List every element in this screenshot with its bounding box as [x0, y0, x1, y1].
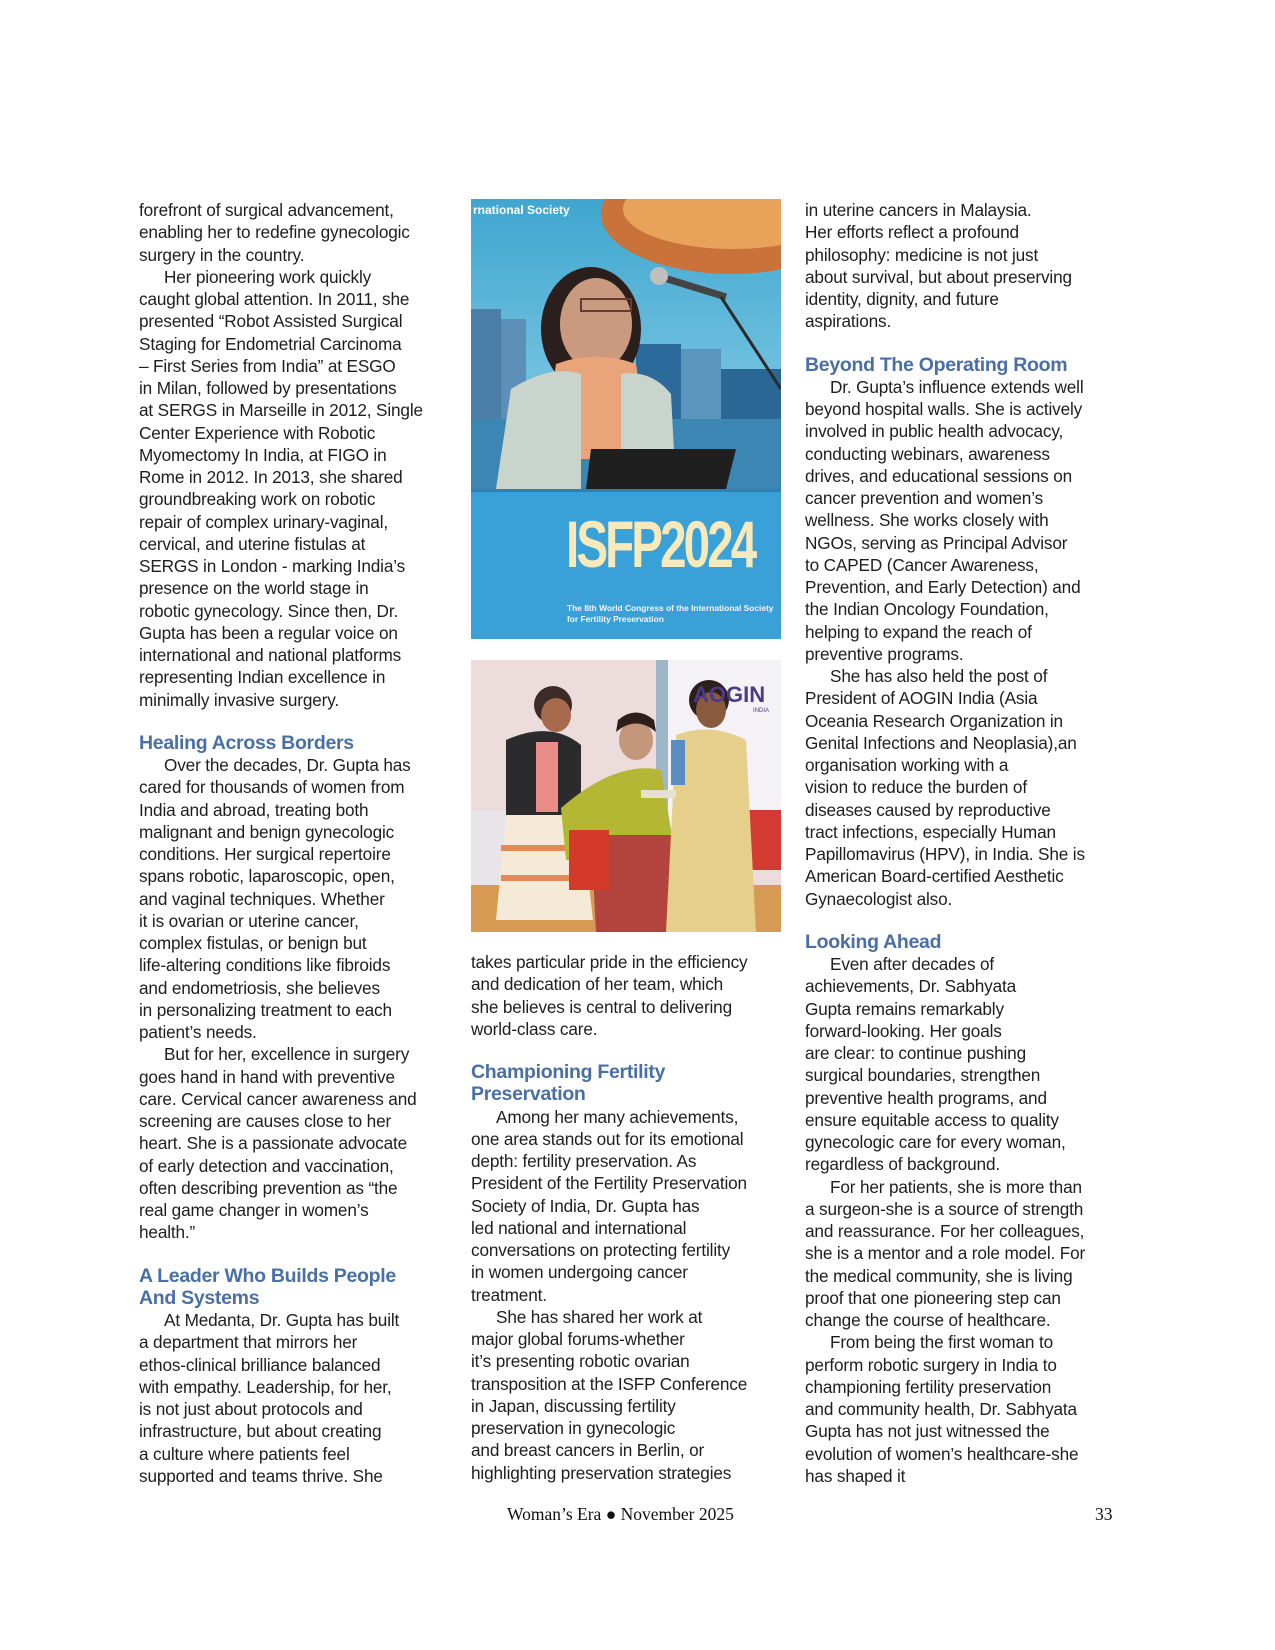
text-line: representing Indian excellence in: [139, 667, 386, 688]
middle-column: [471, 951, 783, 1484]
text-line: cared for thousands of women from: [139, 777, 405, 798]
text-line: American Board-certified Aesthetic: [805, 866, 1064, 887]
text-line: heart. She is a passionate advocate: [139, 1133, 408, 1154]
text-line: in personalizing treatment to each: [139, 999, 392, 1020]
section-heading: [471, 1061, 783, 1106]
text-line: Gupta has been a regular voice on: [139, 622, 398, 643]
paragraph: [805, 221, 1117, 332]
text-line: treatment.: [471, 1284, 547, 1305]
text-line: patient’s needs.: [139, 1022, 257, 1043]
text-line: is not just about protocols and: [139, 1399, 363, 1420]
text-line: conditions. Her surgical repertoire: [139, 844, 391, 865]
text-line: change the course of healthcare.: [805, 1310, 1051, 1331]
text-line: Over the decades, Dr. Gupta has: [164, 755, 411, 776]
paragraph: [471, 951, 783, 1040]
text-line: screening are causes close to her: [139, 1111, 392, 1132]
text-line: Dr. Gupta’s influence extends well: [830, 376, 1084, 397]
text-line: takes particular pride in the efficiency: [471, 952, 748, 972]
right-column: [805, 199, 1117, 1487]
text-line: perform robotic surgery in India to: [805, 1354, 1057, 1375]
text-line: Gupta remains remarkably: [805, 998, 1004, 1019]
text-line: tract infections, especially Human: [805, 821, 1056, 842]
text-line: and endometriosis, she believes: [139, 977, 380, 998]
text-line: groundbreaking work on robotic: [139, 489, 376, 510]
paragraph: [471, 1306, 783, 1484]
text-line: She has also held the post of: [830, 666, 1048, 687]
text-line: preventive programs.: [805, 643, 964, 664]
text-line: But for her, excellence in surgery: [164, 1044, 410, 1065]
text-line: of early detection and vaccination,: [139, 1155, 394, 1176]
text-line: goes hand in hand with preventive: [139, 1066, 395, 1087]
text-line: ethos-clinical brilliance balanced: [139, 1354, 381, 1375]
paragraph: [139, 1309, 449, 1487]
text-line: surgical boundaries, strengthen: [805, 1065, 1041, 1086]
text-line: ensure equitable access to quality: [805, 1109, 1059, 1130]
section-heading: Healing Across Borders: [139, 731, 354, 754]
text-line: beyond hospital walls. She is actively: [805, 399, 1083, 420]
text-line: a surgeon-she is a source of strength: [805, 1198, 1084, 1219]
text-line: she is a mentor and a role model. For: [805, 1243, 1086, 1264]
text-line: supported and teams thrive. She: [139, 1465, 383, 1486]
text-line: achievements, Dr. Sabhyata: [805, 976, 1017, 997]
text-line: surgery in the country.: [139, 244, 305, 265]
text-line: preservation in gynecologic: [471, 1418, 676, 1439]
text-line: Myomectomy In India, at FIGO in: [139, 444, 387, 465]
text-line: presence on the world stage in: [139, 578, 369, 599]
text-line: identity, dignity, and future: [805, 289, 999, 309]
text-line: Her pioneering work quickly: [164, 266, 372, 287]
left-column: [139, 199, 449, 1487]
text-line: For her patients, she is more than: [830, 1176, 1082, 1197]
banner-text: rnational Society: [473, 203, 570, 217]
text-line: transposition at the ISFP Conference: [471, 1373, 748, 1394]
text-line: Among her many achievements,: [496, 1106, 739, 1127]
heading-line: Preservation: [471, 1083, 586, 1106]
photo-speaker-at-podium: [471, 199, 781, 639]
text-line: Society of India, Dr. Gupta has: [471, 1195, 700, 1216]
paragraph: [805, 199, 1117, 221]
text-line: in Japan, discussing fertility: [471, 1395, 676, 1416]
text-line: the medical community, she is living: [805, 1265, 1073, 1286]
paragraph: [805, 1331, 1117, 1487]
text-line: – First Series from India” at ESGO: [139, 355, 396, 376]
text-line: repair of complex urinary-vaginal,: [139, 511, 389, 532]
text-line: minimally invasive surgery.: [139, 689, 340, 710]
text-line: helping to expand the reach of: [805, 621, 1032, 642]
text-line: life-altering conditions like fibroids: [139, 955, 391, 976]
text-line: caught global attention. In 2011, she: [139, 289, 410, 309]
paragraph: [139, 1043, 449, 1243]
text-line: depth: fertility preservation. As: [471, 1151, 697, 1172]
page-number: 33: [1095, 1504, 1113, 1524]
text-line: to CAPED (Cancer Awareness,: [805, 554, 1039, 575]
section-heading: Beyond The Operating Room: [805, 353, 1068, 376]
text-line: regardless of background.: [805, 1154, 1000, 1175]
text-line: From being the first woman to: [830, 1332, 1053, 1353]
paragraph: [139, 199, 449, 266]
text-line: and breast cancers in Berlin, or: [471, 1440, 705, 1461]
text-line: enabling her to redefine gynecologic: [139, 222, 410, 243]
text-line: in uterine cancers in Malaysia.: [805, 200, 1032, 220]
text-line: it is ovarian or uterine cancer,: [139, 910, 359, 931]
text-line: has shaped it: [805, 1465, 906, 1486]
text-line: complex fistulas, or benign but: [139, 933, 367, 954]
text-line: one area stands out for its emotional: [471, 1128, 744, 1149]
text-line: a culture where patients feel: [139, 1443, 350, 1464]
text-line: infrastructure, but about creating: [139, 1421, 382, 1442]
stage-subtitle-line: for Fertility Preservation: [567, 614, 664, 624]
text-line: conversations on protecting fertility: [471, 1240, 731, 1261]
text-line: are clear: to continue pushing: [805, 1043, 1026, 1064]
text-line: highlighting preservation strategies: [471, 1462, 732, 1483]
paragraph: [471, 1106, 783, 1306]
text-line: she believes is central to delivering: [471, 996, 732, 1017]
text-line: cervical, and uterine fistulas at: [139, 533, 366, 554]
text-line: vision to reduce the burden of: [805, 777, 1027, 798]
paragraph: [139, 266, 449, 711]
text-line: preventive health programs, and: [805, 1087, 1047, 1108]
text-line: with empathy. Leadership, for her,: [139, 1376, 392, 1397]
stage-subtitle-line: The 8th World Congress of the International Society: [567, 603, 774, 613]
text-line: organisation working with a: [805, 755, 1009, 776]
text-line: cancer prevention and women’s: [805, 488, 1044, 509]
paragraph: [805, 1176, 1117, 1332]
text-line: care. Cervical cancer awareness and: [139, 1088, 417, 1109]
photo-award-ceremony: [471, 660, 781, 932]
text-line: about survival, but about preserving: [805, 266, 1072, 287]
text-line: conducting webinars, awareness: [805, 443, 1050, 464]
text-line: a department that mirrors her: [139, 1332, 358, 1353]
text-line: At Medanta, Dr. Gupta has built: [164, 1310, 400, 1331]
stage-title: ISFP2024: [566, 507, 755, 581]
text-line: presented “Robot Assisted Surgical: [139, 311, 403, 332]
text-line: Her efforts reflect a profound: [805, 222, 1019, 243]
text-line: aspirations.: [805, 311, 892, 332]
paragraph: [139, 754, 449, 1043]
text-line: Center Experience with Robotic: [139, 422, 376, 443]
text-line: Papillomavirus (HPV), in India. She is: [805, 844, 1085, 865]
text-line: Gynaecologist also.: [805, 888, 953, 909]
text-line: wellness. She works closely with: [805, 510, 1049, 531]
text-line: Gupta has not just witnessed the: [805, 1421, 1050, 1442]
paragraph: [805, 665, 1117, 910]
text-line: forward-looking. Her goals: [805, 1020, 1002, 1041]
aogin-logo-subtext: INDIA: [753, 708, 770, 714]
text-line: Rome in 2012. In 2013, she shared: [139, 467, 403, 487]
section-heading: Looking Ahead: [805, 930, 942, 953]
text-line: major global forums-whether: [471, 1329, 685, 1350]
paragraph: [805, 376, 1117, 665]
text-line: often describing prevention as “the: [139, 1177, 398, 1198]
text-line: President of AOGIN India (Asia: [805, 688, 1038, 709]
text-line: Oceania Research Organization in: [805, 710, 1063, 731]
text-line: health.”: [139, 1222, 196, 1243]
text-line: NGOs, serving as Principal Advisor: [805, 532, 1068, 553]
text-line: at SERGS in Marseille in 2012, Single: [139, 400, 423, 421]
text-line: Prevention, and Early Detection) and: [805, 577, 1081, 598]
text-line: gynecologic care for every woman,: [805, 1132, 1066, 1153]
text-line: led national and international: [471, 1217, 687, 1238]
text-line: spans robotic, laparoscopic, open,: [139, 866, 395, 887]
heading-line: A Leader Who Builds People: [139, 1264, 396, 1287]
text-line: forefront of surgical advancement,: [139, 200, 394, 220]
text-line: in Milan, followed by presentations: [139, 378, 397, 398]
text-line: international and national platforms: [139, 645, 402, 665]
text-line: and reassurance. For her colleagues,: [805, 1221, 1085, 1242]
section-heading: [139, 1265, 449, 1310]
text-line: and vaginal techniques. Whether: [139, 888, 385, 909]
aogin-logo: AOGIN: [693, 682, 766, 707]
heading-line: And Systems: [139, 1286, 260, 1309]
heading-line: Championing Fertility: [471, 1061, 666, 1083]
text-line: it’s presenting robotic ovarian: [471, 1351, 690, 1372]
text-line: involved in public health advocacy,: [805, 421, 1064, 442]
text-line: in women undergoing cancer: [471, 1262, 688, 1283]
text-line: India and abroad, treating both: [139, 799, 369, 820]
text-line: championing fertility preservation: [805, 1376, 1052, 1397]
text-line: and community health, Dr. Sabhyata: [805, 1399, 1077, 1420]
text-line: evolution of women’s healthcare-she: [805, 1443, 1079, 1464]
text-line: and dedication of her team, which: [471, 974, 724, 995]
text-line: real game changer in women’s: [139, 1200, 369, 1221]
text-line: diseases caused by reproductive: [805, 799, 1051, 820]
paragraph: [805, 953, 1117, 1176]
text-line: SERGS in London - marking India’s: [139, 556, 406, 576]
text-line: the Indian Oncology Foundation,: [805, 599, 1049, 620]
text-line: Staging for Endometrial Carcinoma: [139, 333, 402, 354]
text-line: President of the Fertility Preservation: [471, 1173, 747, 1194]
text-line: drives, and educational sessions on: [805, 465, 1073, 486]
magazine-issue: Woman’s Era ● November 2025: [507, 1504, 734, 1524]
text-line: philosophy: medicine is not just: [805, 244, 1039, 265]
text-line: She has shared her work at: [496, 1306, 703, 1327]
text-line: Even after decades of: [830, 954, 995, 975]
text-line: Genital Infections and Neoplasia),an: [805, 732, 1077, 753]
text-line: malignant and benign gynecologic: [139, 821, 395, 842]
text-line: robotic gynecology. Since then, Dr.: [139, 600, 399, 621]
text-line: world-class care.: [471, 1018, 598, 1039]
text-line: proof that one pioneering step can: [805, 1287, 1061, 1308]
